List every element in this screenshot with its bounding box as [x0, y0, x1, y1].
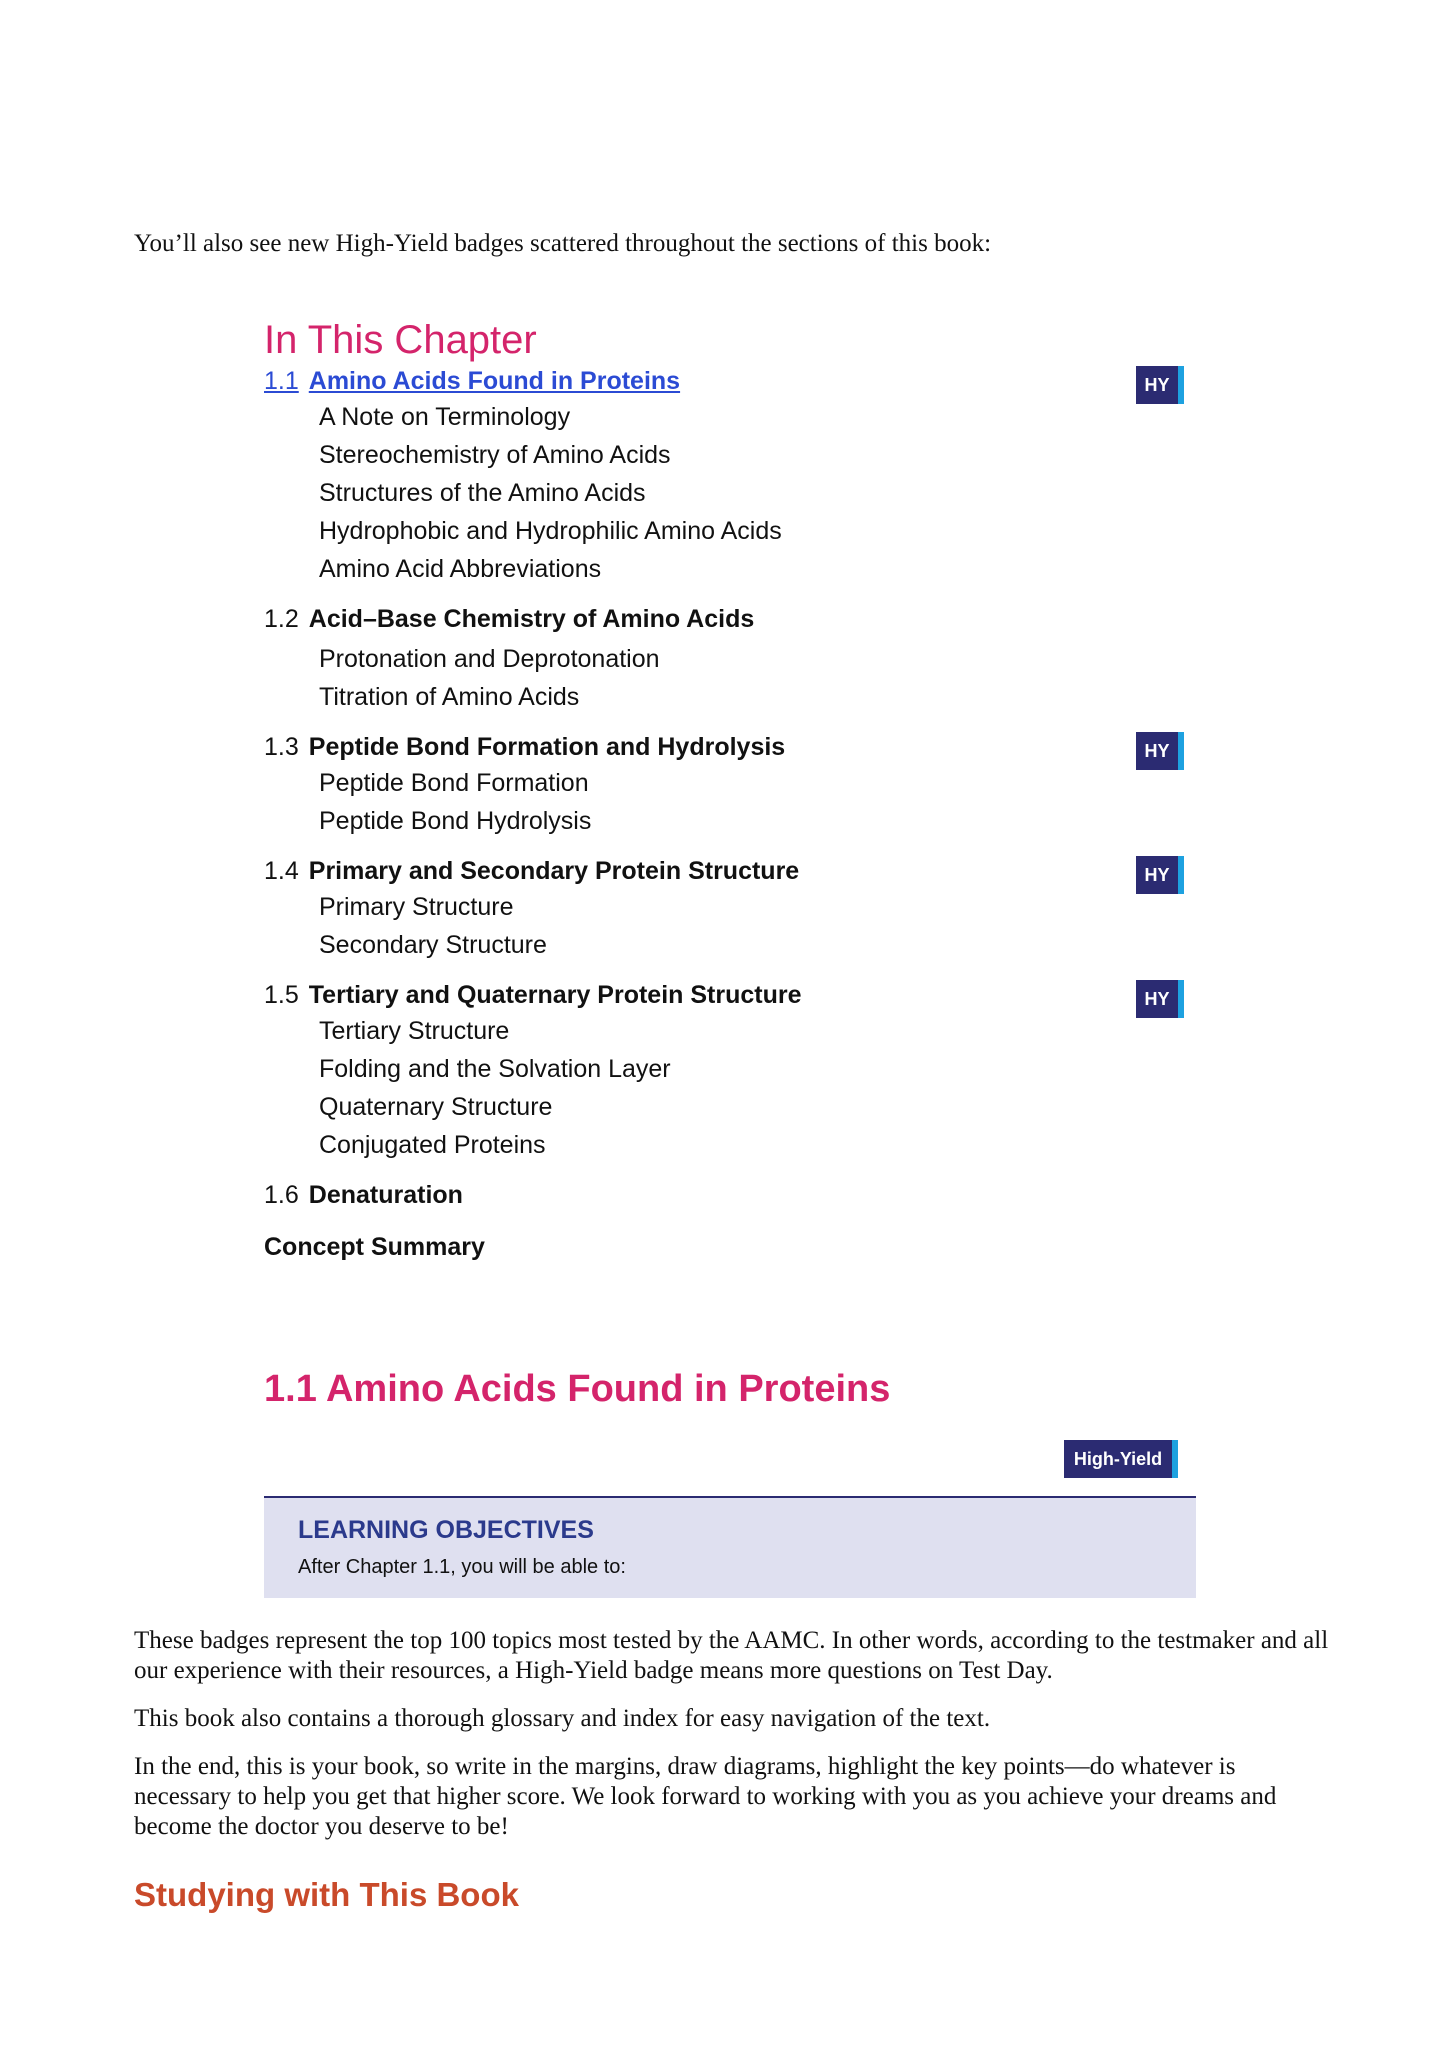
- toc-subsection[interactable]: Secondary Structure: [319, 931, 547, 959]
- toc-section-list: [264, 364, 1184, 1212]
- toc-subsection[interactable]: A Note on Terminology: [319, 403, 571, 431]
- toc-subsection[interactable]: Primary Structure: [319, 893, 514, 921]
- toc-section: [264, 730, 1184, 840]
- toc-section-number: 1.6: [264, 1181, 299, 1209]
- toc-section-number: 1.3: [264, 733, 299, 761]
- learning-objectives-subtitle: After Chapter 1.1, you will be able to:: [298, 1556, 626, 1578]
- hy-badge: HY: [1136, 732, 1184, 770]
- toc-section-link[interactable]: [264, 1178, 1184, 1212]
- toc-section-link[interactable]: [264, 364, 1184, 398]
- toc-section: [264, 1178, 1184, 1212]
- toc-section-link[interactable]: [264, 730, 1184, 764]
- learning-objectives-title: LEARNING OBJECTIVES: [298, 1516, 594, 1544]
- glossary-paragraph: This book also contains a thorough glossary and index for easy navigation of the text.: [134, 1705, 991, 1732]
- toc-subsection[interactable]: Stereochemistry of Amino Acids: [319, 441, 671, 469]
- toc-section-number: 1.4: [264, 857, 299, 885]
- toc-subsection[interactable]: Amino Acid Abbreviations: [319, 555, 602, 583]
- hy-badge: HY: [1136, 366, 1184, 404]
- learning-objectives-box: [264, 1496, 1196, 1598]
- toc-section-title: Primary and Secondary Protein Structure: [308, 857, 800, 885]
- toc-section: [264, 364, 1184, 588]
- toc-section-title: Denaturation: [308, 1181, 463, 1209]
- toc-subsection[interactable]: Quaternary Structure: [319, 1093, 553, 1121]
- toc-subsection[interactable]: Peptide Bond Hydrolysis: [319, 807, 592, 835]
- high-yield-badge: High-Yield: [1064, 1440, 1178, 1478]
- toc-section-number: 1.5: [264, 981, 299, 1009]
- toc-subsection[interactable]: Hydrophobic and Hydrophilic Amino Acids: [319, 517, 782, 545]
- toc-concept-summary[interactable]: Concept Summary: [264, 1233, 485, 1261]
- toc-section-link[interactable]: [264, 854, 1184, 888]
- closing-paragraph: In the end, this is your book, so write in the margins, draw diagrams, highlight the key points—do whatever is necessary to help you get that higher score. We look forward to working with you as you achieve your dreams and become the doctor you deserve to be!: [134, 1753, 1277, 1840]
- chapter-toc: [264, 316, 1184, 1264]
- toc-subsection[interactable]: Protonation and Deprotonation: [319, 645, 660, 673]
- toc-subsection[interactable]: Titration of Amino Acids: [319, 683, 580, 711]
- toc-subsection[interactable]: Structures of the Amino Acids: [319, 479, 646, 507]
- toc-section-title: Tertiary and Quaternary Protein Structure: [308, 981, 802, 1009]
- toc-subsection[interactable]: Folding and the Solvation Layer: [319, 1055, 671, 1083]
- toc-section-number: 1.1: [264, 367, 299, 395]
- toc-section-link[interactable]: [264, 978, 1184, 1012]
- toc-subsection[interactable]: Conjugated Proteins: [319, 1131, 546, 1159]
- toc-section: [264, 978, 1184, 1164]
- toc-heading: In This Chapter: [264, 318, 537, 362]
- hy-badge: HY: [1136, 980, 1184, 1018]
- toc-section: [264, 602, 1184, 716]
- toc-section: [264, 854, 1184, 964]
- toc-subsection[interactable]: Peptide Bond Formation: [319, 769, 589, 797]
- toc-section-title: Amino Acids Found in Proteins: [308, 367, 681, 395]
- toc-section-number: 1.2: [264, 605, 299, 633]
- toc-section-link[interactable]: [264, 602, 1184, 636]
- intro-paragraph: You’ll also see new High-Yield badges scattered throughout the sections of this book:: [134, 230, 992, 257]
- badges-paragraph: These badges represent the top 100 topics most tested by the AAMC. In other words, according to the testmaker and all our experience with their resources, a High-Yield badge means more questions on Test Day.: [134, 1627, 1329, 1684]
- toc-section-title: Peptide Bond Formation and Hydrolysis: [308, 733, 786, 761]
- hy-badge: HY: [1136, 856, 1184, 894]
- studying-heading: Studying with This Book: [134, 1876, 519, 1913]
- section-title: 1.1 Amino Acids Found in Proteins: [264, 1368, 891, 1410]
- toc-section-title: Acid–Base Chemistry of Amino Acids: [308, 605, 755, 633]
- toc-subsection[interactable]: Tertiary Structure: [319, 1017, 510, 1045]
